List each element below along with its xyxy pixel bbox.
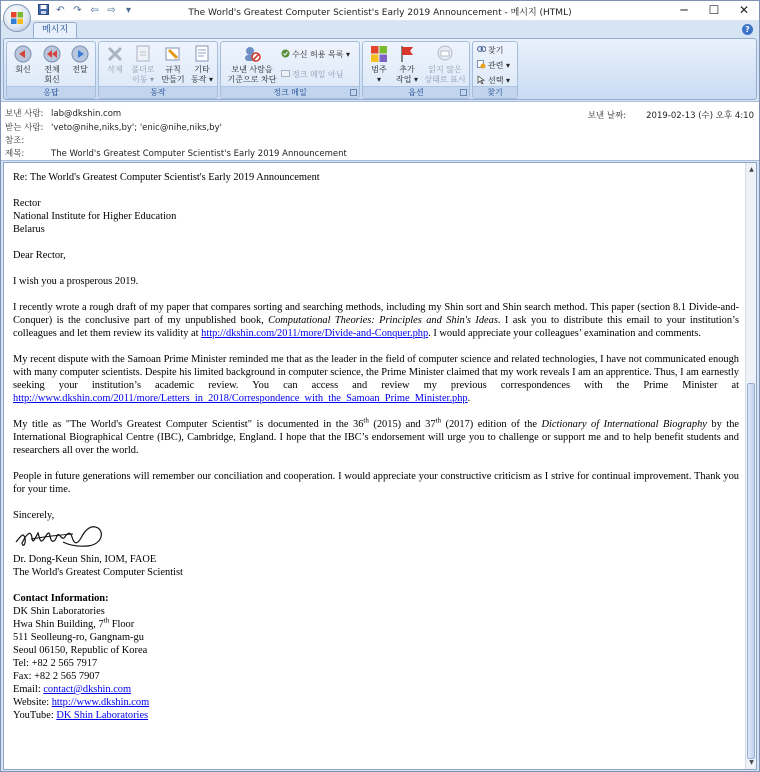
website-label: Website:	[13, 697, 52, 708]
sent-label: 보낸 날짜:	[587, 111, 627, 121]
create-rule-icon	[163, 44, 183, 64]
group-respond-label: 응답	[7, 86, 95, 98]
create-rule-label-line2: 만들기	[161, 75, 185, 84]
from-value[interactable]: lab@dkshin.com	[51, 109, 122, 119]
close-button[interactable]: ✕	[738, 3, 750, 17]
select-label: 선택 ▾	[488, 76, 511, 85]
subject-value: The World's Greatest Computer Scientist's Early 2019 Announcement	[51, 149, 347, 159]
from-row	[5, 108, 121, 120]
other-actions-icon	[192, 44, 212, 64]
delete-icon	[105, 44, 125, 64]
other-actions-label-line1: 기타	[194, 65, 210, 74]
correspondence-link[interactable]: http://www.dkshin.com/2011/more/Letters_in_2018/Correspondence_with_the_Samoan_Prime_Minister.php	[13, 393, 468, 404]
p1-text-c: . I would appreciate your colleagues’ examination and comments.	[428, 328, 701, 339]
group-actions-label: 동작	[99, 86, 217, 98]
categorize-label-line2: ▾	[376, 75, 381, 84]
ribbon-tab-strip	[1, 21, 759, 38]
contact-building-b: Floor	[109, 619, 135, 630]
move-label-line2: 이동 ▾	[131, 75, 154, 84]
not-junk-label: 정크 메일 아님	[292, 70, 344, 79]
p3-book-title: Dictionary of International Biography	[541, 419, 707, 430]
office-logo-icon	[4, 5, 30, 31]
follow-up-flag-icon	[397, 44, 417, 64]
other-actions-label-line2: 동작 ▾	[190, 75, 213, 84]
group-options	[362, 41, 470, 99]
subject-row	[5, 148, 347, 160]
reply-label: 회신	[15, 65, 31, 74]
customize-toolbar-icon[interactable]: ▾	[125, 5, 132, 16]
block-sender-label-line1: 보낸 사람을	[231, 65, 273, 74]
to-label: 받는 사람:	[5, 123, 44, 133]
delete-button[interactable]	[102, 44, 128, 75]
mark-as-unread-icon	[435, 44, 455, 64]
reply-icon	[13, 44, 33, 64]
signer-title: The World's Greatest Computer Scientist	[13, 567, 183, 578]
vertical-scrollbar[interactable]	[745, 163, 756, 769]
group-actions	[98, 41, 218, 99]
junk-dialog-launcher-icon[interactable]	[350, 89, 357, 96]
p3-text-b: (2015) and 37	[368, 419, 436, 430]
scroll-up-arrow-icon[interactable]: ▲	[749, 166, 754, 173]
group-find	[472, 41, 518, 99]
block-sender-icon	[242, 44, 262, 64]
create-rule-button[interactable]	[159, 44, 187, 85]
message-body-pane[interactable]	[3, 162, 757, 770]
paragraph-4: People in future generations will remember our conciliation and cooperation. I would appreciate your constructive criticism as I strive for continual improvement. Thank you for your time.	[13, 471, 739, 495]
p3-text-a: My title as "The World's Greatest Computer Scientist" is documented in the 36	[13, 419, 364, 430]
minimize-button[interactable]: ─	[680, 3, 688, 17]
to-value[interactable]: 'veto@nihe,niks,by'; 'enic@nihe,niks,by'	[51, 123, 222, 133]
recipient-address	[13, 197, 739, 236]
find-label: 찾기	[488, 46, 504, 55]
p3-sup-2: th	[435, 416, 441, 425]
categorize-icon	[369, 44, 389, 64]
move-to-folder-icon	[133, 44, 153, 64]
subject-label: 제목:	[5, 149, 25, 159]
p3-sup-1: th	[363, 416, 369, 425]
re-line: Re: The World's Greatest Computer Scientist's Early 2019 Announcement	[13, 172, 320, 183]
reply-all-button[interactable]	[38, 44, 66, 85]
related-icon	[477, 60, 486, 69]
window-title: The World's Greatest Computer Scientist's Early 2019 Announcement - 메시지 (HTML)	[188, 8, 572, 18]
email-link[interactable]: contact@dkshin.com	[43, 684, 132, 695]
related-button[interactable]	[477, 60, 510, 71]
next-item-icon[interactable]: ⇨	[107, 5, 116, 16]
tab-message[interactable]: 메시지	[33, 22, 77, 38]
group-junk-mail-label: 정크 메일	[221, 86, 359, 98]
sent-value: 2019-02-13 (수) 오후 4:10	[646, 111, 754, 121]
safe-lists-icon	[281, 49, 290, 58]
from-label: 보낸 사람:	[5, 109, 44, 119]
ribbon	[3, 38, 757, 100]
contact-building-a: Hwa Shin Building, 7	[13, 619, 104, 630]
other-actions-button[interactable]	[188, 44, 216, 85]
move-to-folder-button[interactable]	[128, 44, 158, 85]
categorize-button[interactable]	[365, 44, 393, 85]
mark-as-unread-label-line1: 읽지 않은	[428, 65, 462, 74]
signer-name: Dr. Dong-Keun Shin, IOM, FAOE	[13, 554, 157, 565]
p1-text-a: I recently wrote a rough draft of my paper that compares sorting and searching methods, including my Shin sort and Shin search method. This paper (section 8.1 Divide-and-Conquer) is the conclusive part of my unpublished book,	[13, 302, 739, 326]
divide-and-conquer-link[interactable]: http://dkshin.com/2011/more/Divide-and-Conquer.php	[201, 328, 429, 339]
undo-icon[interactable]: ↶	[56, 5, 65, 16]
salutation: Dear Rector,	[13, 250, 66, 261]
p2-text-b: .	[467, 393, 471, 404]
options-dialog-launcher-icon[interactable]	[460, 89, 467, 96]
find-icon	[477, 45, 486, 54]
scroll-down-arrow-icon[interactable]: ▼	[749, 759, 754, 766]
youtube-link[interactable]: DK Shin Laboratories	[56, 710, 149, 721]
message-header	[1, 101, 759, 161]
p3-text-d: by the International Biographical Centre (IBC), Cambridge, England. I hope that the IBC’s endorsement will urge you to challenge or support me and to help benefit students and researchers all over the world.	[13, 419, 740, 456]
follow-up-button[interactable]	[393, 44, 421, 85]
handwritten-signature	[13, 518, 105, 554]
p3-text-c: (2017) edition of the	[441, 419, 542, 430]
recipient-org: National Institute for Higher Education	[13, 211, 177, 222]
contact-org: DK Shin Laboratories	[13, 606, 105, 617]
block-sender-button[interactable]	[223, 44, 281, 85]
follow-up-label-line2: 작업 ▾	[395, 75, 418, 84]
contact-fax: Fax: +82 2 565 7907	[13, 671, 100, 682]
youtube-label: YouTube:	[13, 710, 57, 721]
move-label-line1: 폴더로	[131, 65, 155, 74]
reply-button[interactable]	[10, 44, 36, 75]
select-button[interactable]	[477, 75, 510, 86]
help-icon[interactable]: ?	[742, 24, 753, 35]
mark-as-unread-label-line2: 상태로 표시	[424, 75, 466, 84]
forward-icon	[70, 44, 90, 64]
contact-city: Seoul 06150, Republic of Korea	[13, 645, 148, 656]
safe-lists-label: 수신 허용 목록 ▾	[292, 50, 351, 59]
not-junk-button[interactable]	[281, 69, 343, 80]
paragraph-2	[13, 353, 739, 405]
signature-block	[13, 553, 739, 579]
recipient-title: Rector	[13, 198, 41, 209]
create-rule-label-line1: 규칙	[165, 65, 181, 74]
closing: Sincerely,	[13, 510, 55, 521]
contact-block	[13, 592, 739, 722]
office-button[interactable]	[3, 4, 31, 32]
contact-heading: Contact Information:	[13, 593, 109, 604]
maximize-button[interactable]: ☐	[708, 3, 720, 17]
website-link[interactable]: http://www.dkshin.com	[51, 697, 150, 708]
reply-all-label-line2: 회신	[44, 75, 60, 84]
group-find-label: 찾기	[473, 86, 517, 98]
contact-building-sup: th	[103, 616, 110, 625]
sent-date-row	[588, 109, 754, 121]
redo-icon[interactable]: ↷	[73, 5, 82, 16]
message-body	[13, 171, 739, 722]
paragraph-3	[13, 418, 739, 457]
to-row	[5, 122, 222, 134]
forward-button[interactable]	[67, 44, 93, 75]
wish-line: I wish you a prosperous 2019.	[13, 276, 139, 287]
contact-tel: Tel: +82 2 565 7917	[13, 658, 98, 669]
group-junk-mail	[220, 41, 360, 99]
mark-as-unread-button[interactable]	[422, 44, 468, 85]
block-sender-label-line2: 기준으로 차단	[227, 75, 277, 84]
previous-item-icon[interactable]: ⇦	[90, 5, 99, 16]
safe-lists-button[interactable]	[281, 49, 350, 60]
forward-label: 전달	[72, 65, 88, 74]
reply-all-icon	[42, 44, 62, 64]
cc-row	[5, 135, 51, 147]
not-junk-icon	[281, 69, 290, 78]
cc-label: 참조:	[5, 136, 25, 146]
contact-street: 511 Seolleung-ro, Gangnam-gu	[13, 632, 144, 643]
email-label: Email:	[13, 684, 44, 695]
paragraph-1	[13, 301, 739, 340]
p1-book-title: Computational Theories: Principles and Shin's Ideas	[268, 315, 498, 326]
p1-text-b: . I ask you to distribute this email to your institution’s colleagues and let them review its validity at	[13, 315, 739, 339]
reply-all-label-line1: 전체	[44, 65, 60, 74]
scrollbar-thumb[interactable]	[747, 383, 755, 759]
delete-label: 삭제	[107, 65, 123, 74]
title-bar	[1, 1, 759, 21]
group-respond	[6, 41, 96, 99]
find-button[interactable]	[477, 45, 503, 56]
categorize-label-line1: 범주	[371, 65, 387, 74]
follow-up-label-line1: 추가	[399, 65, 415, 74]
select-cursor-icon	[477, 75, 486, 84]
recipient-country: Belarus	[13, 224, 45, 235]
related-label: 관련 ▾	[488, 61, 511, 70]
p2-text-a: My recent dispute with the Samoan Prime Minister reminded me that as the leader in the field of computer science and related technologies, I have not communicated enough with many computer scientists. Despite his limited background in computer science, the Prime Minister claimed that my work reveals I am an apprentice. Thus, I am earnestly seeking your institution’s academic review. You can access and review my previous correspondences with the Prime Minister at	[13, 354, 739, 391]
group-options-label: 옵션	[363, 86, 469, 98]
